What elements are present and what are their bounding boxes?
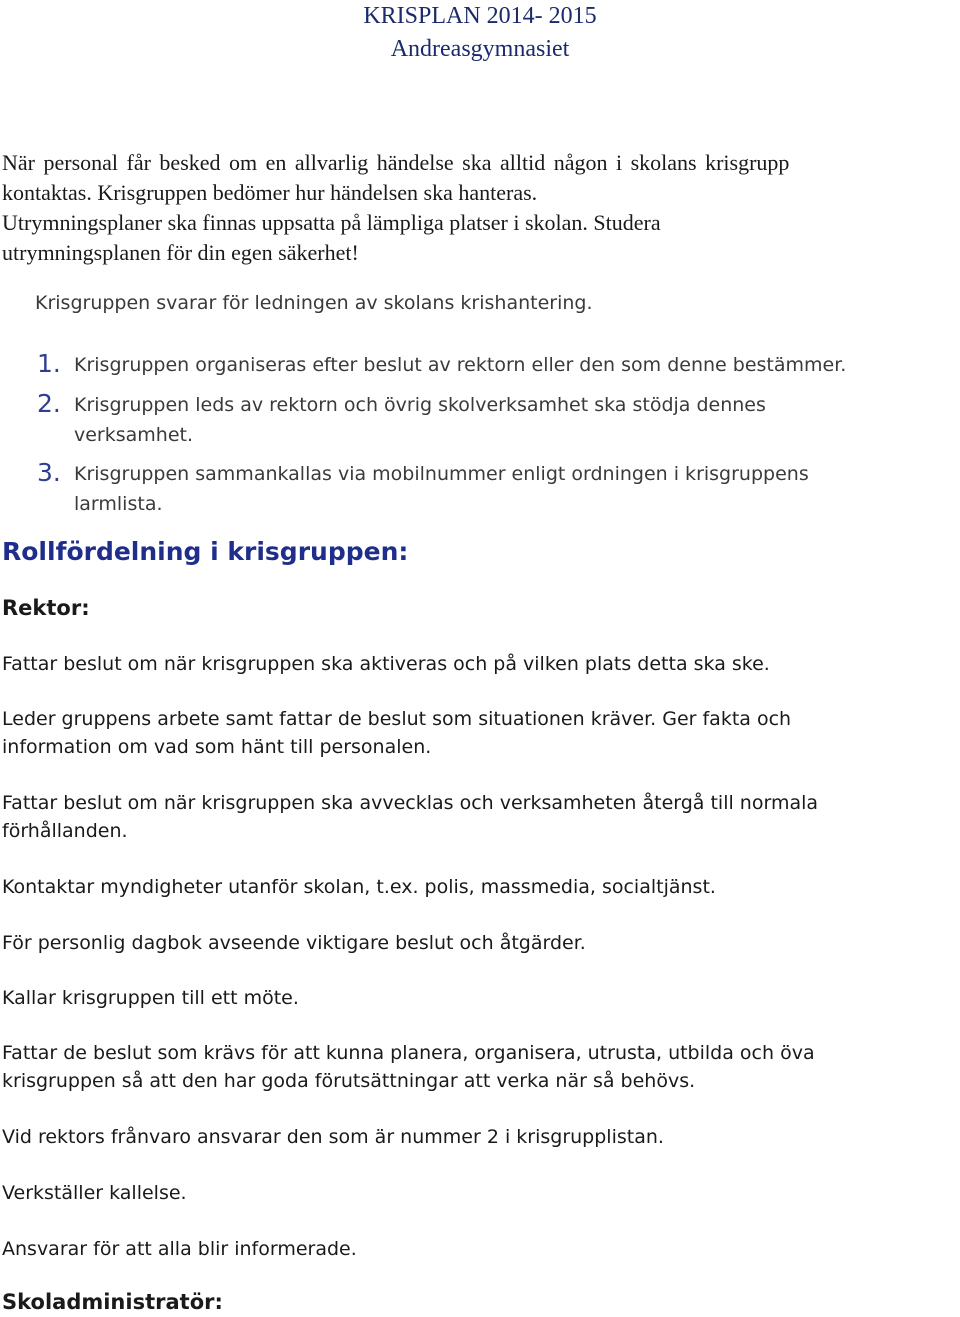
rektor-paragraph <box>2 984 902 1012</box>
list-text-line: verksamhet. <box>74 424 194 446</box>
lead-sentence: Krisgruppen svarar för ledningen av skolans krishantering. <box>35 292 593 314</box>
list-text: Krisgruppen organiseras efter beslut av rektorn eller den som denne bestämmer. <box>74 354 847 376</box>
title-line-2: Andreasgymnasiet <box>390 36 570 62</box>
rektor-paragraph <box>2 1179 902 1207</box>
list-item <box>37 390 937 450</box>
roles-heading: Rollfördelning i krisgruppen: <box>2 537 409 566</box>
list-text-line: larmlista. <box>74 493 163 515</box>
rektor-paragraph <box>2 1235 902 1263</box>
list-number: 2. <box>37 389 61 418</box>
rektor-paragraph <box>2 873 902 901</box>
paragraph-line: förhållanden. <box>2 820 128 842</box>
paragraph-line: Ansvarar för att alla blir informerade. <box>2 1238 357 1260</box>
list-text-line: Krisgruppen sammankallas via mobilnummer enligt ordningen i krisgruppens <box>74 463 809 485</box>
rektor-heading: Rektor: <box>2 596 90 620</box>
paragraph-line: Vid rektors frånvaro ansvarar den som är nummer 2 i krisgrupplistan. <box>2 1126 664 1148</box>
paragraph-line: Fattar beslut om när krisgruppen ska avvecklas och verksamheten återgå till normala <box>2 792 819 814</box>
numbered-list <box>37 350 937 519</box>
skoladministrator-heading: Skoladministratör: <box>2 1290 223 1314</box>
paragraph-line: information om vad som hänt till personalen. <box>2 736 432 758</box>
rektor-paragraph <box>2 650 902 678</box>
list-item <box>37 459 937 519</box>
paragraph-line: Fattar de beslut som krävs för att kunna planera, organisera, utrusta, utbilda och öva <box>2 1042 815 1064</box>
list-item <box>37 350 937 380</box>
rektor-paragraph <box>2 929 902 957</box>
list-text-line: Krisgruppen leds av rektorn och övrig skolverksamhet ska stödja dennes <box>74 394 766 416</box>
paragraph-line: Leder gruppens arbete samt fattar de beslut som situationen kräver. Ger fakta och <box>2 708 792 730</box>
rektor-paragraph <box>2 789 902 845</box>
rektor-paragraph <box>2 1123 902 1151</box>
intro-line: utrymningsplanen för din egen säkerhet! <box>2 240 359 265</box>
paragraph-line: krisgruppen så att den har goda förutsättningar att verka när så behövs. <box>2 1070 696 1092</box>
rektor-paragraph <box>2 1039 902 1095</box>
paragraph-line: Verkställer kallelse. <box>2 1182 187 1204</box>
paragraph-line: Kontaktar myndigheter utanför skolan, t.ex. polis, massmedia, socialtjänst. <box>2 876 716 898</box>
intro-line: Utrymningsplaner ska finnas uppsatta på lämpliga platser i skolan. Studera <box>2 210 661 235</box>
list-number: 3. <box>37 458 61 487</box>
title-line-1: KRISPLAN 2014- 2015 <box>363 3 597 29</box>
paragraph-line: För personlig dagbok avseende viktigare beslut och åtgärder. <box>2 932 586 954</box>
paragraph-line: Kallar krisgruppen till ett möte. <box>2 987 299 1009</box>
intro-line: kontaktas. Krisgruppen bedömer hur händelsen ska hanteras. <box>2 180 538 205</box>
paragraph-line: Fattar beslut om när krisgruppen ska aktiveras och på vilken plats detta ska ske. <box>2 653 770 675</box>
list-number: 1. <box>37 349 61 378</box>
rektor-paragraph <box>2 705 902 761</box>
document-title <box>0 0 960 66</box>
intro-line: När personal får besked om en allvarlig händelse ska alltid någon i skolans krisgrupp <box>2 150 790 175</box>
intro-paragraph <box>2 148 960 268</box>
